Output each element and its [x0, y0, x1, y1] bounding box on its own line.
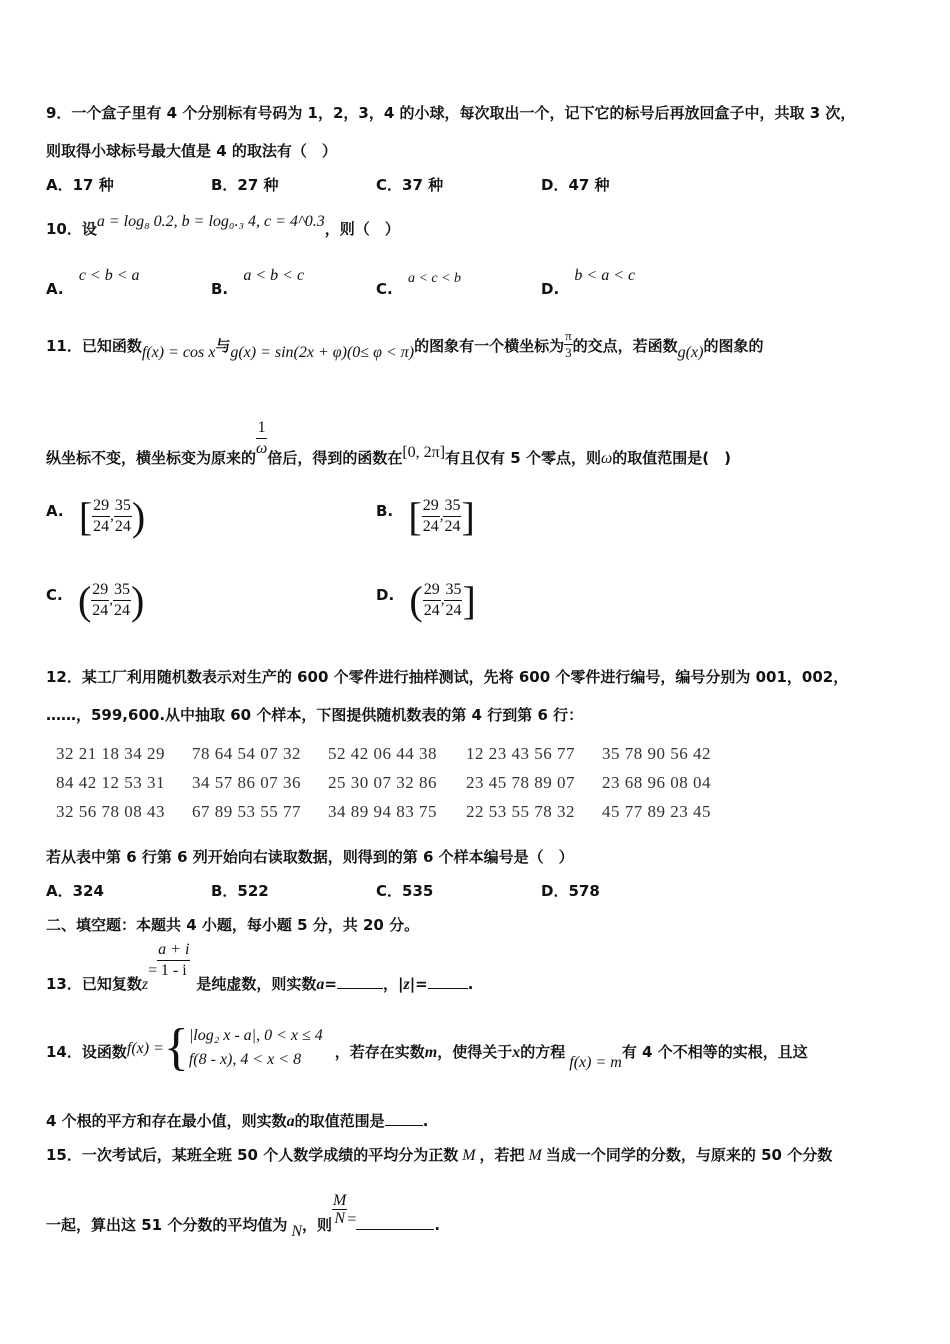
- q11-option-c-frac1: [91, 580, 109, 621]
- q15-line1b: ，若把: [479, 1146, 525, 1164]
- q11-option-b-frac2: [443, 496, 461, 537]
- q12-line2: ……，599,600.从中抽取 60 个样本，下图提供随机数表的第 4 行到第 6 行：: [46, 706, 584, 724]
- q11-option-c-right: ): [131, 577, 145, 623]
- random-row1-g1: 32 21 18 34 29: [56, 744, 165, 763]
- q11-option-d-frac2: [444, 580, 462, 621]
- q9-option-b: B．27 种: [211, 176, 279, 194]
- q11-option-c-label: C.: [46, 585, 63, 604]
- q13-text4: |=: [409, 975, 428, 993]
- q11-option-a-n1: 29: [92, 496, 110, 517]
- q11-option-c-left: (: [77, 577, 92, 623]
- random-row1-g5: 35 78 90 56 42: [602, 744, 711, 763]
- q14-text2: ，使得关于: [437, 1042, 513, 1061]
- q11-option-d-interval: ( $\frac{29}{24}$ , $\frac{35}{24}$ ]: [409, 577, 476, 623]
- q11-omega-frac: [256, 418, 267, 459]
- q14-m: m: [424, 1043, 438, 1061]
- q11-option-a-n2: 35: [114, 496, 132, 517]
- random-row2-g2: 34 57 86 07 36: [192, 773, 301, 792]
- q15-line1: [46, 1144, 832, 1165]
- q11-option-a: [46, 493, 146, 539]
- q14-x: x: [512, 1043, 521, 1061]
- q10-formula: a = log₈ 0.2, b = log₀.₃ 4, c = 4^0.3: [96, 213, 325, 230]
- q9-option-c: C．37 种: [376, 176, 444, 194]
- q9-line1: 9．一个盒子里有 4 个分别标有号码为 1，2，3，4 的小球，每次取出一个，记下它的标号后再放回盒子中，共取 3 次，: [46, 104, 856, 122]
- q11-line2: [46, 412, 731, 467]
- q13-text2: =: [324, 975, 337, 993]
- random-row1-g3: 52 42 06 44 38: [328, 744, 437, 763]
- q11-option-d-frac1: [423, 580, 441, 621]
- q10-option-b-expr: a < b < c: [243, 267, 305, 284]
- q11-option-d-n1: 29: [423, 580, 441, 601]
- q15-M: M: [462, 1147, 476, 1164]
- q11-option-d: [376, 577, 476, 623]
- random-row2-g5: 23 68 96 08 04: [602, 773, 711, 792]
- q11-option-b-n1: 29: [422, 496, 440, 517]
- q14-rows: [189, 1024, 323, 1072]
- q14-row1: |log₂ x - a|, 0 < x ≤ 4: [188, 1027, 323, 1044]
- q11-f: f(x) = cos x: [141, 344, 216, 361]
- q11-option-d-d1: 24: [423, 602, 440, 619]
- random-row2-g1: 84 42 12 53 31: [56, 773, 165, 792]
- q11-option-d-n2: 35: [444, 580, 462, 601]
- q14-piecewise: [163, 1019, 323, 1076]
- q13-line: [46, 940, 474, 993]
- q15-N: N: [291, 1223, 302, 1240]
- q11-pi-den: 3: [565, 345, 572, 360]
- random-row3-g2: 67 89 53 55 77: [192, 802, 301, 821]
- q10-suffix: ，则（ ）: [324, 220, 400, 238]
- q15-M2: M: [528, 1147, 542, 1164]
- q10-option-a: [46, 266, 140, 298]
- section2-heading: 二、填空题：本题共 4 小题，每小题 5 分，共 20 分。: [46, 916, 420, 934]
- q11-line2-c: 有且仅有 5 个零点，则: [445, 449, 601, 467]
- random-row3-g4: 22 53 55 78 32: [466, 802, 575, 821]
- q11-line2-b: 倍后，得到的函数在: [267, 449, 403, 467]
- q11-option-c-n2: 35: [113, 580, 131, 601]
- q11-option-d-left: (: [409, 577, 423, 623]
- q13-prefix: 13．已知复数: [46, 975, 142, 993]
- q11-g: g(x) = sin(2x + φ)(0≤ φ < π): [230, 344, 415, 361]
- q11-line2-d: 的取值范围是( ): [612, 449, 731, 467]
- q14-line2c: .: [422, 1112, 429, 1130]
- q11-option-a-d2: 24: [114, 518, 131, 535]
- q14-text4: 有 4 个不相等的实根，且这: [621, 1042, 808, 1061]
- q11-option-b-left: [: [408, 493, 422, 539]
- q11-option-d-right: ]: [462, 577, 476, 623]
- q11-option-a-label: A.: [46, 501, 64, 520]
- q9-line2: 则取得小球标号最大值是 4 的取法有（ ）: [46, 142, 337, 160]
- q13-text1: 是纯虚数，则实数: [196, 975, 317, 993]
- q14-eq: f(x) = m: [569, 1053, 622, 1071]
- q13-answer-a: [337, 974, 383, 989]
- random-row3-g5: 45 77 89 23 45: [602, 802, 711, 821]
- q11-option-b: [376, 493, 475, 539]
- q12-line3: 若从表中第 6 行第 6 列开始向右读取数据，则得到的第 6 个样本编号是（ ）: [46, 848, 574, 866]
- q10-line: [46, 213, 400, 239]
- q12-option-b: B．522: [211, 882, 269, 900]
- q11-option-a-frac2: [114, 496, 132, 537]
- q14-line2b: 的取值范围是: [294, 1112, 385, 1130]
- q15-answer: [356, 1215, 434, 1230]
- q10-prefix: 10．设: [46, 220, 97, 238]
- q15-line2b: ，则: [302, 1216, 333, 1234]
- q10-option-c-label: C.: [376, 280, 393, 298]
- q14-line2a: 4 个根的平方和存在最小值，则实数: [46, 1112, 287, 1130]
- q11-option-a-right: ): [131, 493, 146, 539]
- q11-option-a-d1: 24: [93, 518, 110, 535]
- q13-den: 1 - i: [160, 962, 187, 979]
- q10-option-d: [541, 266, 636, 298]
- q15-line2a: 一起，算出这 51 个分数的平均值为: [46, 1216, 288, 1234]
- q9-option-a: A．17 种: [46, 176, 114, 194]
- q15-line1c: 当成一个同学的分数，与原来的 50 个分数: [545, 1146, 833, 1164]
- q11-option-c-d2: 24: [114, 602, 131, 619]
- q11-g2: g(x): [677, 344, 704, 361]
- q11-option-c-interval: ( $\frac{29}{24}$ , $\frac{35}{24}$ ): [77, 577, 145, 623]
- random-row2-g4: 23 45 78 89 07: [466, 773, 575, 792]
- q14-text1: ，若存在实数: [334, 1042, 425, 1061]
- q10-option-b: [211, 266, 305, 298]
- q13-a: a: [316, 976, 325, 993]
- q11-option-b-interval: [ $\frac{29}{24}$ , $\frac{35}{24}$ ]: [408, 493, 475, 539]
- q13-answer-z: [428, 974, 468, 989]
- q11-frac-den: ω: [256, 440, 268, 457]
- q11-option-b-right: ]: [461, 493, 475, 539]
- q10-option-b-label: B.: [211, 280, 229, 298]
- q10-option-c-expr: a < c < b: [407, 271, 462, 286]
- q10-option-a-label: A.: [46, 280, 64, 298]
- q13-text3: ，|: [382, 975, 404, 993]
- q15-fnum: M: [333, 1192, 347, 1209]
- q15-line2d: .: [434, 1216, 441, 1234]
- random-row1-g4: 12 23 43 56 77: [466, 744, 575, 763]
- q11-mid1: 与: [215, 337, 231, 355]
- q12-option-a: A．324: [46, 882, 104, 900]
- q14-text3: 的方程: [520, 1042, 566, 1061]
- q11-omega: ω: [600, 450, 613, 467]
- q12-line1: 12．某工厂利用随机数表示对生产的 600 个零件进行抽样测试，先将 600 个零件进行编号，编号分别为 001，002，: [46, 668, 849, 686]
- q14-brace: {: [163, 1019, 189, 1076]
- q13-frac: [157, 940, 190, 981]
- q15-frac: [332, 1192, 347, 1227]
- q11-option-c-n1: 29: [91, 580, 109, 601]
- q13-num: a + i: [157, 940, 190, 961]
- q11-mid2: 的图象有一个横坐标为: [414, 337, 565, 355]
- q13-text5: .: [467, 975, 474, 993]
- q14-line2: [46, 1110, 428, 1131]
- random-row3-g3: 34 89 94 83 75: [328, 802, 437, 821]
- q11-line2-a: 纵坐标不变，横坐标变为原来的: [46, 449, 257, 467]
- q11-option-b-d2: 24: [444, 518, 461, 535]
- q15-line2: [46, 1192, 441, 1240]
- q15-line1a: 15．一次考试后，某班全班 50 个人数学成绩的平均分为正数: [46, 1146, 459, 1164]
- q10-option-d-expr: b < a < c: [574, 267, 636, 284]
- q11-line1: [46, 330, 763, 363]
- q14-a: a: [286, 1113, 295, 1130]
- q11-option-a-interval: [ $\frac{29}{24}$ , $\frac{35}{24}$ ): [78, 493, 146, 539]
- random-row3-g1: 32 56 78 08 43: [56, 802, 165, 821]
- q14-prefix: 14．设函数: [46, 1042, 127, 1061]
- q11-option-b-label: B.: [376, 501, 394, 520]
- q12-option-d: D．578: [541, 882, 600, 900]
- q15-eq: =: [347, 1211, 357, 1228]
- q11-frac-num: 1: [256, 418, 267, 439]
- q11-prefix: 11．已知函数: [46, 337, 142, 355]
- q9-option-d: D．47 种: [541, 176, 610, 194]
- q11-option-c-frac2: [113, 580, 131, 621]
- q11-interval: [0, 2π]: [402, 444, 446, 461]
- q11-option-d-d2: 24: [445, 602, 462, 619]
- q11-option-b-n2: 35: [443, 496, 461, 517]
- q11-option-c: [46, 577, 145, 623]
- q11-end1: 的图象的: [703, 337, 764, 355]
- q11-option-d-label: D.: [376, 585, 395, 604]
- q15-fden: N: [334, 1210, 346, 1227]
- q14-answer: [385, 1111, 423, 1126]
- q13-z2: z: [403, 976, 410, 993]
- random-row2-g3: 25 30 07 32 86: [328, 773, 437, 792]
- q10-option-c: [376, 268, 462, 298]
- q11-pi-num: π: [565, 328, 572, 343]
- q10-option-a-expr: c < b < a: [78, 267, 140, 284]
- q12-option-c: C．535: [376, 882, 434, 900]
- q11-pi-frac: [564, 328, 573, 361]
- q11-option-c-d1: 24: [92, 602, 109, 619]
- q13-eq: =: [148, 962, 158, 979]
- q14-f: f(x) =: [126, 1039, 164, 1057]
- q13-z: z: [141, 976, 149, 993]
- q14-line1: [46, 1019, 808, 1076]
- q11-option-a-left: [: [78, 493, 93, 539]
- q11-option-b-frac1: [422, 496, 440, 537]
- q11-option-b-d1: 24: [422, 518, 439, 535]
- random-row1-g2: 78 64 54 07 32: [192, 744, 301, 763]
- q11-option-a-frac1: [92, 496, 110, 537]
- q14-row2: f(8 - x), 4 < x < 8: [188, 1051, 302, 1068]
- q11-mid3: 的交点，若函数: [572, 337, 678, 355]
- q10-option-d-label: D.: [541, 280, 560, 298]
